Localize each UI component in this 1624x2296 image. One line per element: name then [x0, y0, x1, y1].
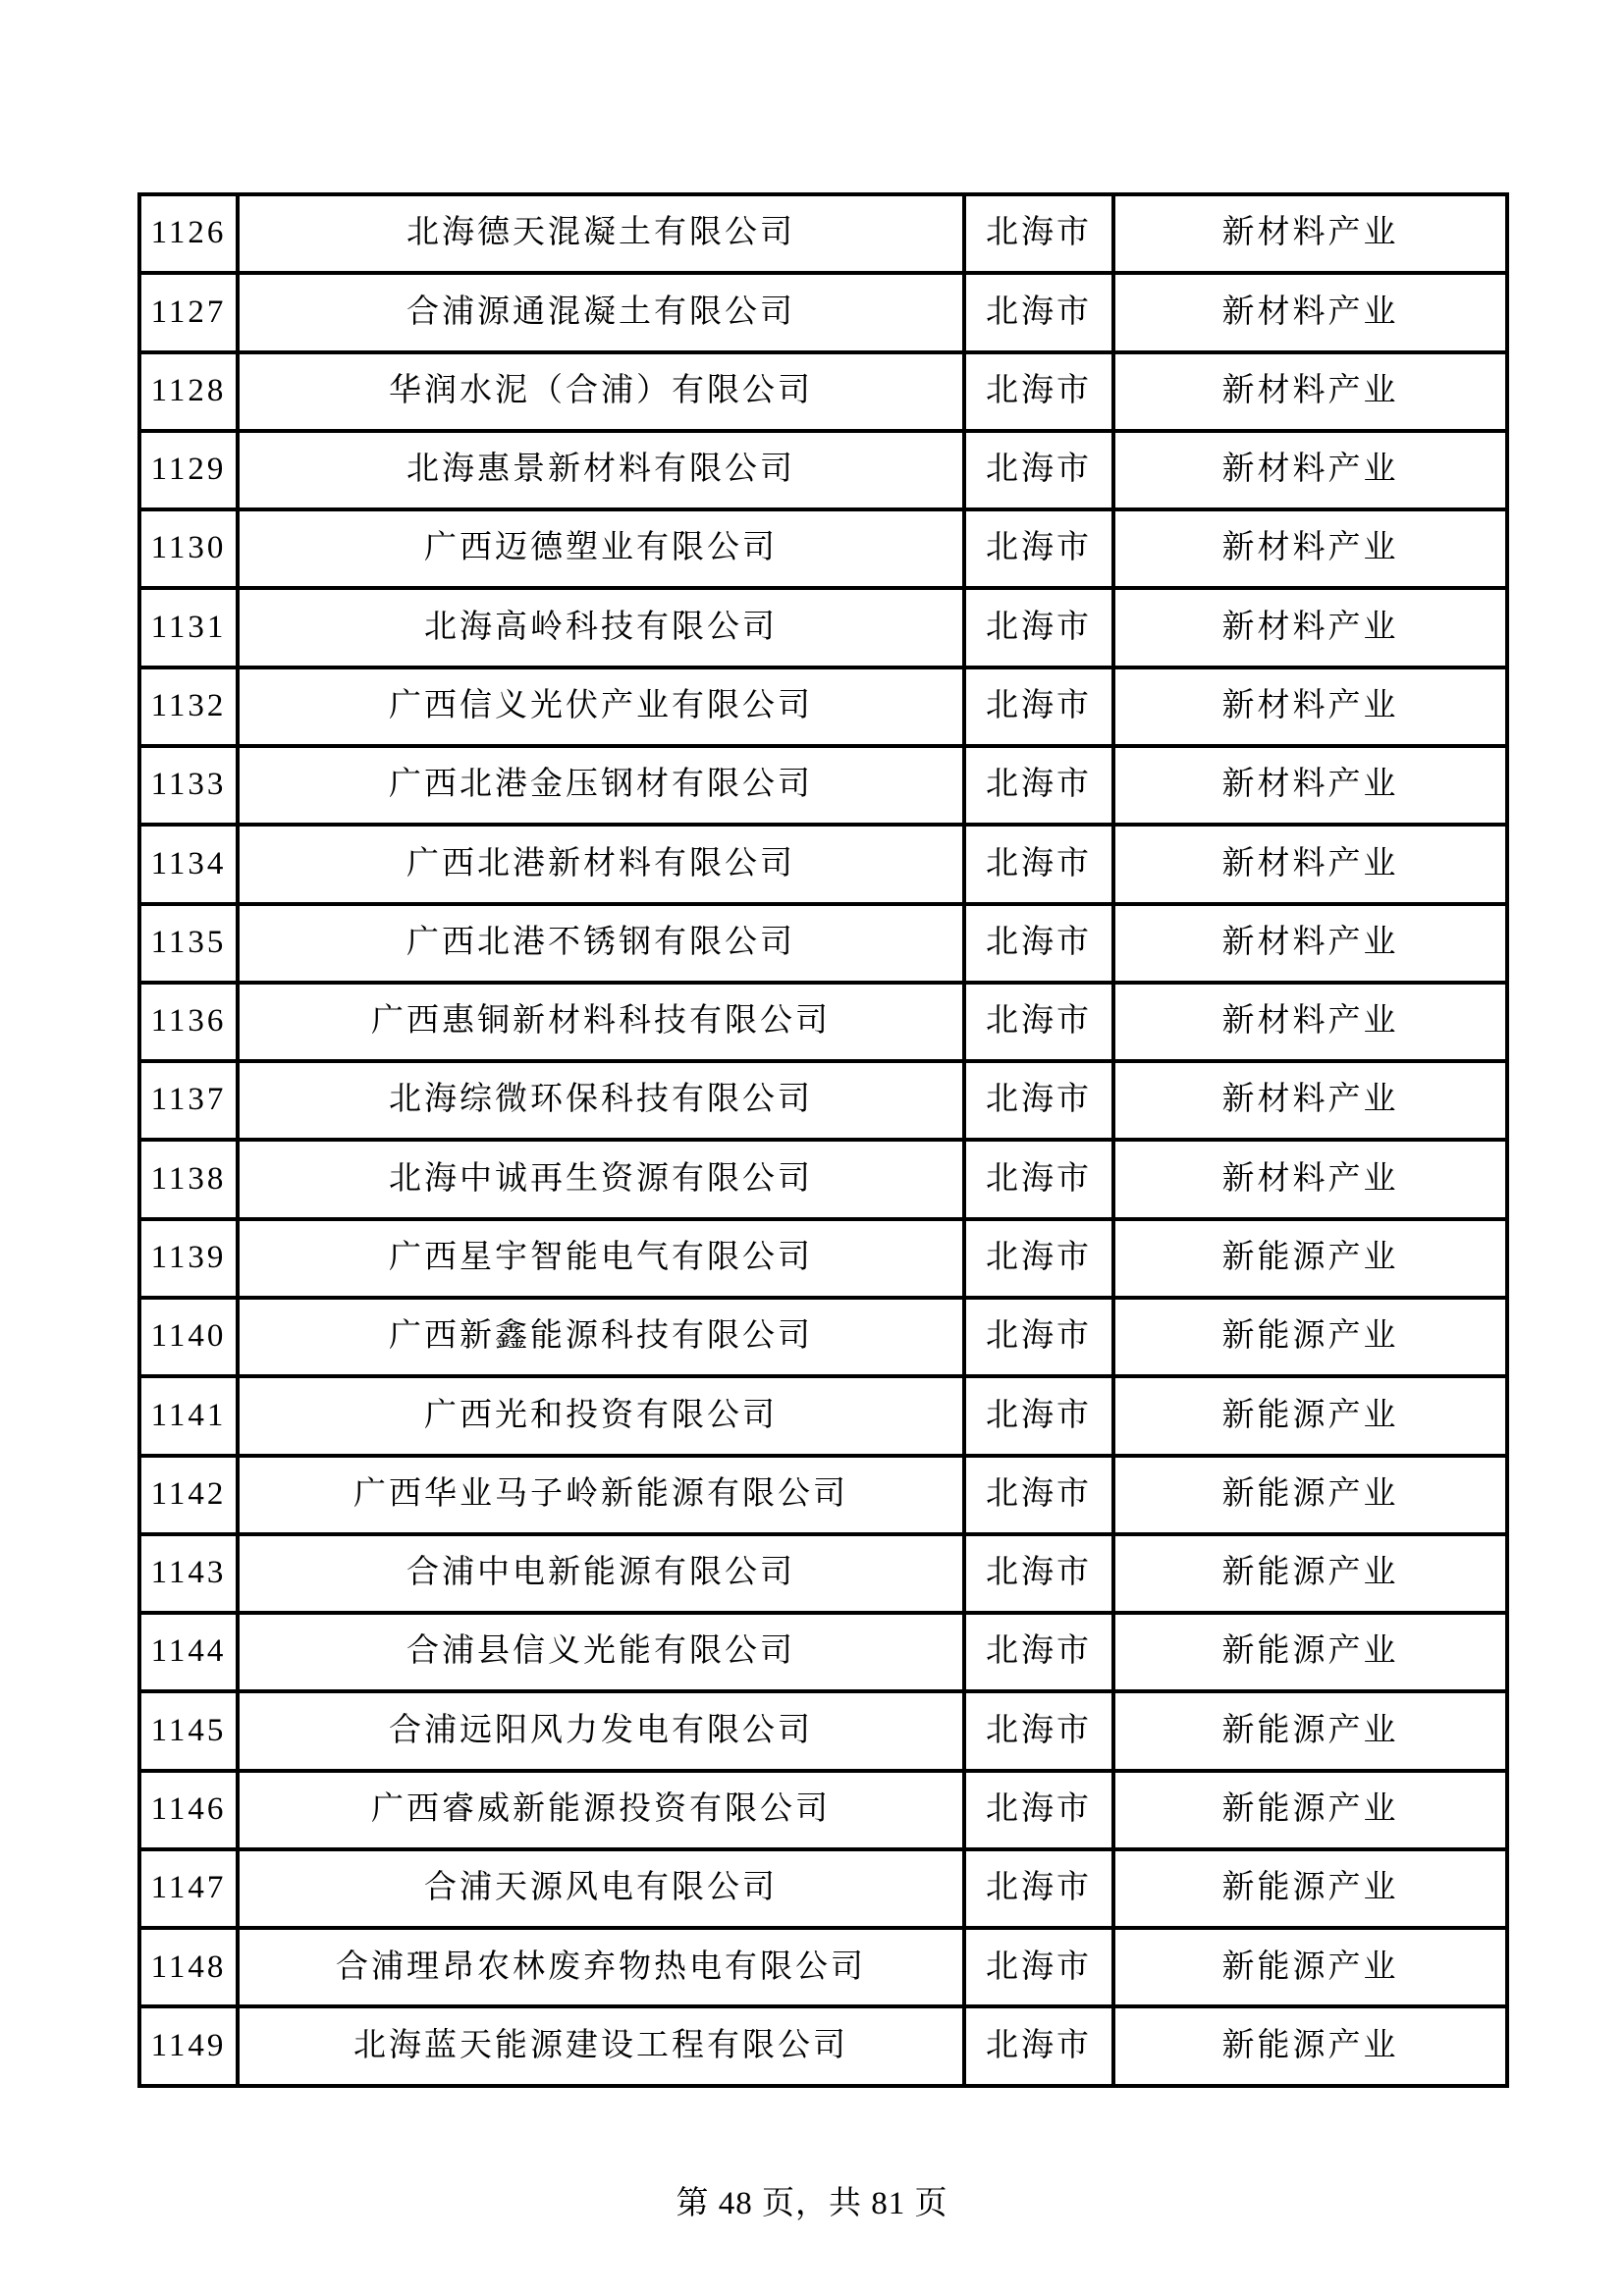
row-number-cell: 1132	[139, 667, 238, 746]
city-cell: 北海市	[964, 1534, 1113, 1613]
row-number-cell: 1127	[139, 273, 238, 351]
row-number-cell: 1139	[139, 1219, 238, 1298]
industry-cell: 新材料产业	[1113, 352, 1507, 431]
table-row	[139, 1613, 1507, 1691]
industry-cell: 新材料产业	[1113, 194, 1507, 273]
page-number-footer: 第 48 页，共 81 页	[676, 2186, 948, 2221]
table-row	[139, 588, 1507, 667]
table-row	[139, 2006, 1507, 2086]
company-name-cell: 广西惠铜新材料科技有限公司	[238, 983, 964, 1061]
row-number-cell: 1145	[139, 1691, 238, 1770]
company-name-cell: 北海综微环保科技有限公司	[238, 1061, 964, 1140]
city-cell: 北海市	[964, 1219, 1113, 1298]
table-row	[139, 983, 1507, 1061]
row-number-cell: 1135	[139, 904, 238, 983]
company-name-cell: 广西华业马子岭新能源有限公司	[238, 1456, 964, 1534]
industry-cell: 新能源产业	[1113, 1534, 1507, 1613]
row-number-cell: 1133	[139, 746, 238, 825]
industry-cell: 新材料产业	[1113, 904, 1507, 983]
table-row	[139, 1691, 1507, 1770]
table-row	[139, 1456, 1507, 1534]
industry-cell: 新能源产业	[1113, 1928, 1507, 2006]
company-name-cell: 华润水泥（合浦）有限公司	[238, 352, 964, 431]
industry-cell: 新能源产业	[1113, 1456, 1507, 1534]
city-cell: 北海市	[964, 352, 1113, 431]
row-number-cell: 1142	[139, 1456, 238, 1534]
row-number-cell: 1141	[139, 1376, 238, 1455]
table-row	[139, 1928, 1507, 2006]
city-cell: 北海市	[964, 983, 1113, 1061]
company-name-cell: 北海惠景新材料有限公司	[238, 431, 964, 509]
industry-cell: 新材料产业	[1113, 746, 1507, 825]
table-row	[139, 1140, 1507, 1218]
industry-cell: 新材料产业	[1113, 1061, 1507, 1140]
city-cell: 北海市	[964, 588, 1113, 667]
company-name-cell: 北海中诚再生资源有限公司	[238, 1140, 964, 1218]
company-name-cell: 广西迈德塑业有限公司	[238, 509, 964, 588]
table-row	[139, 825, 1507, 903]
row-number-cell: 1126	[139, 194, 238, 273]
company-name-cell: 合浦理昂农林废弃物热电有限公司	[238, 1928, 964, 2006]
table-row	[139, 352, 1507, 431]
city-cell: 北海市	[964, 431, 1113, 509]
table-row	[139, 273, 1507, 351]
industry-cell: 新材料产业	[1113, 431, 1507, 509]
industry-cell: 新能源产业	[1113, 1219, 1507, 1298]
city-cell: 北海市	[964, 1376, 1113, 1455]
table-row	[139, 1376, 1507, 1455]
row-number-cell: 1143	[139, 1534, 238, 1613]
row-number-cell: 1140	[139, 1298, 238, 1376]
row-number-cell: 1144	[139, 1613, 238, 1691]
row-number-cell: 1149	[139, 2006, 238, 2086]
company-name-cell: 广西北港新材料有限公司	[238, 825, 964, 903]
industry-cell: 新能源产业	[1113, 1771, 1507, 1849]
industry-cell: 新能源产业	[1113, 1613, 1507, 1691]
company-name-cell: 广西睿威新能源投资有限公司	[238, 1771, 964, 1849]
city-cell: 北海市	[964, 273, 1113, 351]
industry-cell: 新材料产业	[1113, 667, 1507, 746]
industry-cell: 新材料产业	[1113, 509, 1507, 588]
company-name-cell: 广西信义光伏产业有限公司	[238, 667, 964, 746]
company-name-cell: 广西星宇智能电气有限公司	[238, 1219, 964, 1298]
company-name-cell: 广西光和投资有限公司	[238, 1376, 964, 1455]
row-number-cell: 1137	[139, 1061, 238, 1140]
company-name-cell: 广西新鑫能源科技有限公司	[238, 1298, 964, 1376]
industry-cell: 新材料产业	[1113, 1140, 1507, 1218]
city-cell: 北海市	[964, 1456, 1113, 1534]
table-row	[139, 1219, 1507, 1298]
table-row	[139, 194, 1507, 273]
city-cell: 北海市	[964, 825, 1113, 903]
city-cell: 北海市	[964, 1771, 1113, 1849]
company-name-cell: 合浦中电新能源有限公司	[238, 1534, 964, 1613]
table-row	[139, 667, 1507, 746]
table-row	[139, 1534, 1507, 1613]
city-cell: 北海市	[964, 1140, 1113, 1218]
industry-cell: 新材料产业	[1113, 273, 1507, 351]
city-cell: 北海市	[964, 1849, 1113, 1928]
industry-cell: 新能源产业	[1113, 2006, 1507, 2086]
company-table	[137, 192, 1509, 2088]
company-name-cell: 合浦远阳风力发电有限公司	[238, 1691, 964, 1770]
row-number-cell: 1147	[139, 1849, 238, 1928]
table-row	[139, 431, 1507, 509]
company-name-cell: 广西北港金压钢材有限公司	[238, 746, 964, 825]
city-cell: 北海市	[964, 2006, 1113, 2086]
city-cell: 北海市	[964, 1928, 1113, 2006]
city-cell: 北海市	[964, 667, 1113, 746]
city-cell: 北海市	[964, 194, 1113, 273]
company-name-cell: 合浦源通混凝土有限公司	[238, 273, 964, 351]
company-name-cell: 广西北港不锈钢有限公司	[238, 904, 964, 983]
table-row	[139, 1061, 1507, 1140]
company-name-cell: 北海德天混凝土有限公司	[238, 194, 964, 273]
row-number-cell: 1138	[139, 1140, 238, 1218]
row-number-cell: 1131	[139, 588, 238, 667]
row-number-cell: 1134	[139, 825, 238, 903]
table-row	[139, 746, 1507, 825]
industry-cell: 新能源产业	[1113, 1691, 1507, 1770]
row-number-cell: 1148	[139, 1928, 238, 2006]
row-number-cell: 1129	[139, 431, 238, 509]
row-number-cell: 1130	[139, 509, 238, 588]
company-table-body	[139, 194, 1507, 2086]
city-cell: 北海市	[964, 1691, 1113, 1770]
row-number-cell: 1136	[139, 983, 238, 1061]
company-name-cell: 北海高岭科技有限公司	[238, 588, 964, 667]
row-number-cell: 1128	[139, 352, 238, 431]
table-row	[139, 1771, 1507, 1849]
industry-cell: 新能源产业	[1113, 1376, 1507, 1455]
company-name-cell: 北海蓝天能源建设工程有限公司	[238, 2006, 964, 2086]
city-cell: 北海市	[964, 1613, 1113, 1691]
row-number-cell: 1146	[139, 1771, 238, 1849]
city-cell: 北海市	[964, 509, 1113, 588]
industry-cell: 新材料产业	[1113, 588, 1507, 667]
table-row	[139, 1849, 1507, 1928]
table-row	[139, 904, 1507, 983]
table-row	[139, 1298, 1507, 1376]
city-cell: 北海市	[964, 904, 1113, 983]
industry-cell: 新材料产业	[1113, 825, 1507, 903]
table-row	[139, 509, 1507, 588]
company-name-cell: 合浦天源风电有限公司	[238, 1849, 964, 1928]
industry-cell: 新能源产业	[1113, 1298, 1507, 1376]
company-name-cell: 合浦县信义光能有限公司	[238, 1613, 964, 1691]
industry-cell: 新材料产业	[1113, 983, 1507, 1061]
city-cell: 北海市	[964, 1061, 1113, 1140]
industry-cell: 新能源产业	[1113, 1849, 1507, 1928]
city-cell: 北海市	[964, 1298, 1113, 1376]
city-cell: 北海市	[964, 746, 1113, 825]
